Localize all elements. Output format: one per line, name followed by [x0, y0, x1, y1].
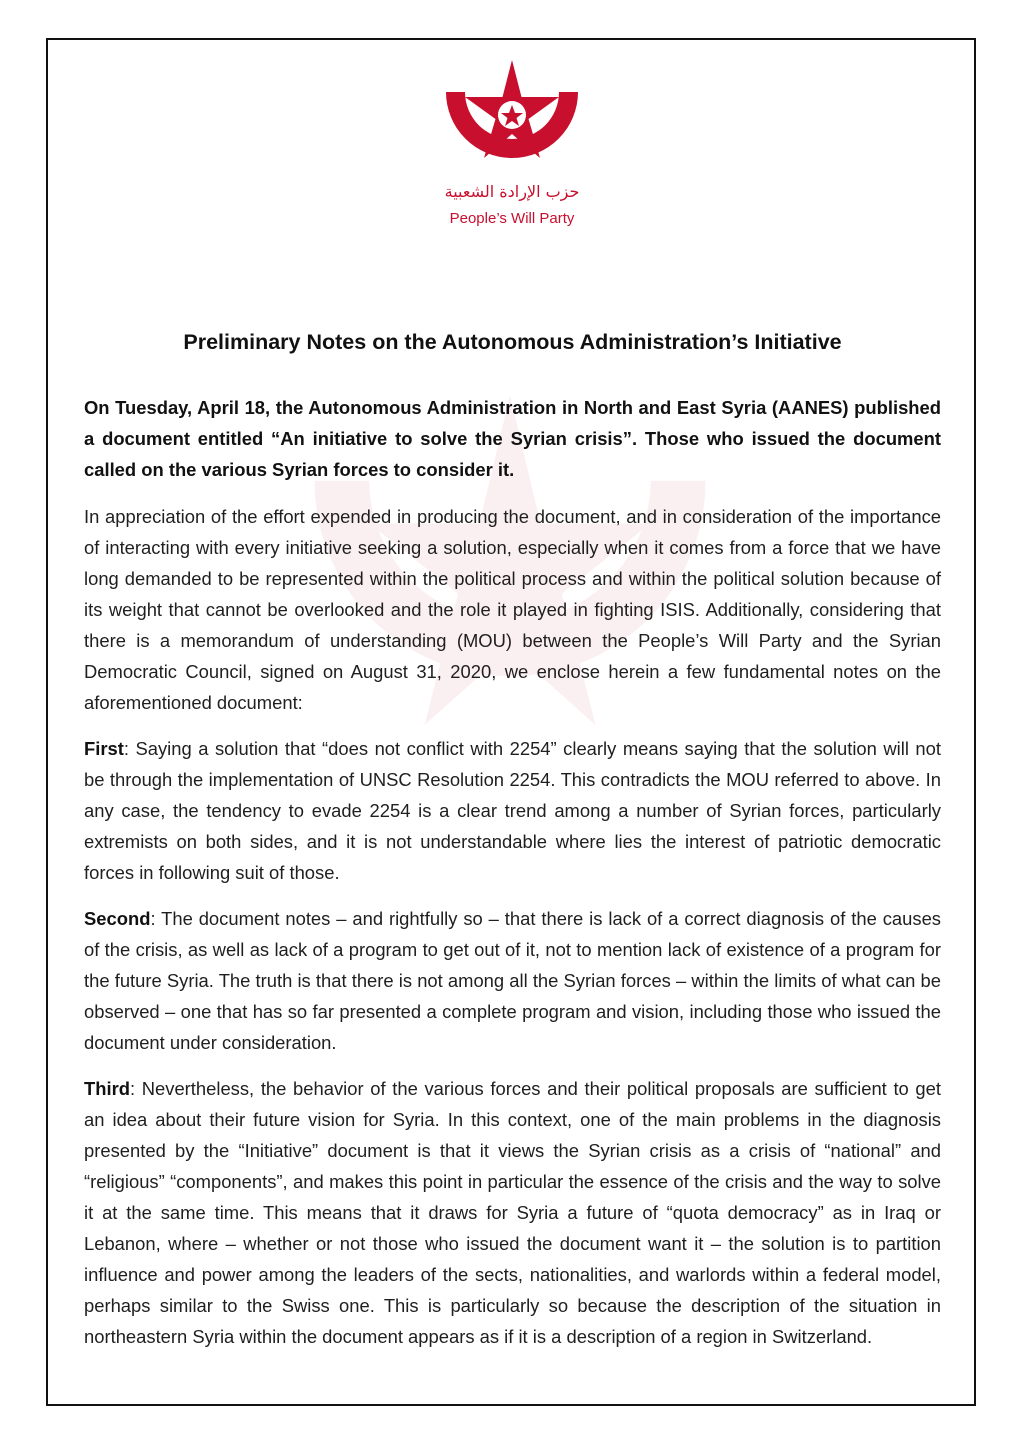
note-first-text: : Saying a solution that “does not conflict with 2254” clearly means saying that the solution will not be through the implementation of UNSC Resolution 2254. This contradicts the MOU referred to above. In any case, the tendency to evade 2254 is a clear trend among a number of Syrian forces, particularly extremists on both sides, and it is not understandable where lies the interest of patriotic democratic forces in following suit of those.	[84, 738, 941, 883]
note-third-heading: Third	[84, 1078, 130, 1099]
note-second-paragraph	[84, 903, 941, 1058]
note-first-heading: First	[84, 738, 124, 759]
note-second-heading: Second	[84, 908, 151, 929]
note-third-text: : Nevertheless, the behavior of the various forces and their political proposals are sufficient to get an idea about their future vision for Syria. In this context, one of the main problems in the diagnosis presented by the “Initiative” document is that it views the Syrian crisis as a crisis of “national” and “religious” “components”, and makes this point in particular the essence of the crisis and the way to solve it at the same time. This means that it draws for Syria a future of “quota democracy” as in Iraq or Lebanon, where – whether or not those who issued the document want it – the solution is to partition influence and power among the leaders of the sects, nationalities, and warlords within a federal model, perhaps similar to the Swiss one. This is particularly so because the description of the situation in northeastern Syria within the document appears as if it is a description of a region in Switzerland.	[84, 1078, 941, 1347]
note-second-text: : The document notes – and rightfully so – that there is lack of a correct diagnosis of the causes of the crisis, as well as lack of a program to get out of it, not to mention lack of existence of a program for the future Syria. The truth is that there is not among all the Syrian forces – within the limits of what can be observed – one that has so far presented a complete program and vision, including those who issued the document under consideration.	[84, 908, 941, 1053]
appreciation-paragraph: In appreciation of the effort expended in producing the document, and in consideration of the importance of interacting with every initiative seeking a solution, especially when it comes from a force that we have long demanded to be represented within the political process and within the political solution because of its weight that cannot be overlooked and the role it played in fighting ISIS. Additionally, considering that there is a memorandum of understanding (MOU) between the People’s Will Party and the Syrian Democratic Council, signed on August 31, 2020, we enclose herein a few fundamental notes on the aforementioned document:	[84, 506, 941, 713]
party-logo-icon	[440, 58, 584, 183]
note-first-paragraph	[84, 733, 941, 888]
document-body	[84, 392, 941, 1367]
party-name-english: People’s Will Party	[449, 210, 575, 227]
note-third-paragraph	[84, 1073, 941, 1352]
party-name-arabic: حزب الإرادة الشعبية	[444, 182, 580, 201]
document-title: Preliminary Notes on the Autonomous Administration’s Initiative	[183, 330, 842, 354]
intro-paragraph: On Tuesday, April 18, the Autonomous Administration in North and East Syria (AANES) published a document entitled “An initiative to solve the Syrian crisis”. Those who issued the document called on the various Syrian forces to consider it.	[84, 397, 941, 480]
